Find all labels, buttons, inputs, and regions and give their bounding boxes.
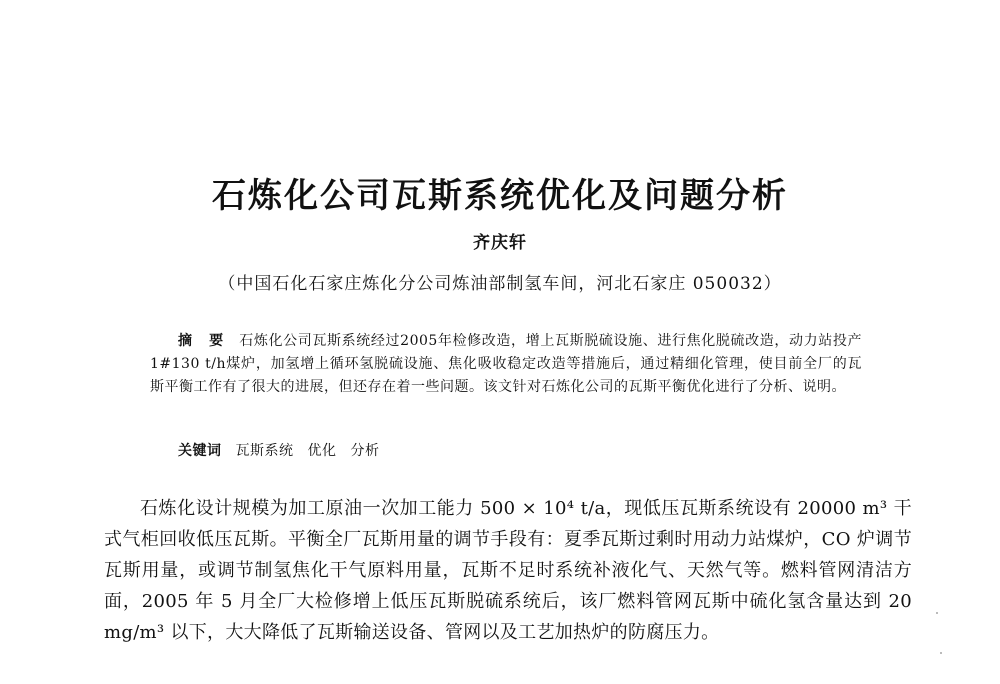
keywords-block (178, 440, 862, 462)
scan-speck (936, 612, 938, 614)
author-affiliation: （中国石化石家庄炼化分公司炼油部制氢车间，河北石家庄 050032） (218, 274, 782, 294)
body-paragraph: 石炼化设计规模为加工原油一次加工能力 500 × 10⁴ t/a，现低压瓦斯系统设有 20000 m³ 干式气柜回收低压瓦斯。平衡全厂瓦斯用量的调节手段有：夏季瓦斯过剩时用动力站煤炉，CO 炉调节瓦斯用量，或调节制氢焦化干气原料用量，瓦斯不足时系统补液化气、天然气等。燃料管网清洁方面，2005 年 5 月全厂大检修增上低压瓦斯脱硫系统后，该厂燃料管网瓦斯中硫化氢含量达到 20 mg/m³ 以下，大大降低了瓦斯输送设备、管网以及工艺加热炉的防腐压力。 (104, 498, 912, 643)
keyword-item: 分析 (350, 443, 380, 459)
paper-title: 石炼化公司瓦斯系统优化及问题分析 (212, 176, 788, 216)
abstract-block (150, 330, 862, 399)
keyword-item: 优化 (307, 443, 337, 459)
abstract-label: 摘 要 (178, 333, 230, 349)
author-name: 齐庆轩 (473, 233, 527, 253)
keyword-item: 瓦斯系统 (235, 443, 294, 459)
abstract-text: 石炼化公司瓦斯系统经过2005年检修改造，增上瓦斯脱硫设施、进行焦化脱硫改造，动力站投产1#130 t/h煤炉，加氢增上循环氢脱硫设施、焦化吸收稳定改造等措施后，通过精细化管理，使目前全厂的瓦斯平衡工作有了很大的进展，但还存在着一些问题。该文针对石炼化公司的瓦斯平衡优化进行了分析、说明。 (150, 333, 862, 395)
keywords-label: 关键词 (178, 443, 222, 459)
scan-speck (940, 652, 942, 654)
